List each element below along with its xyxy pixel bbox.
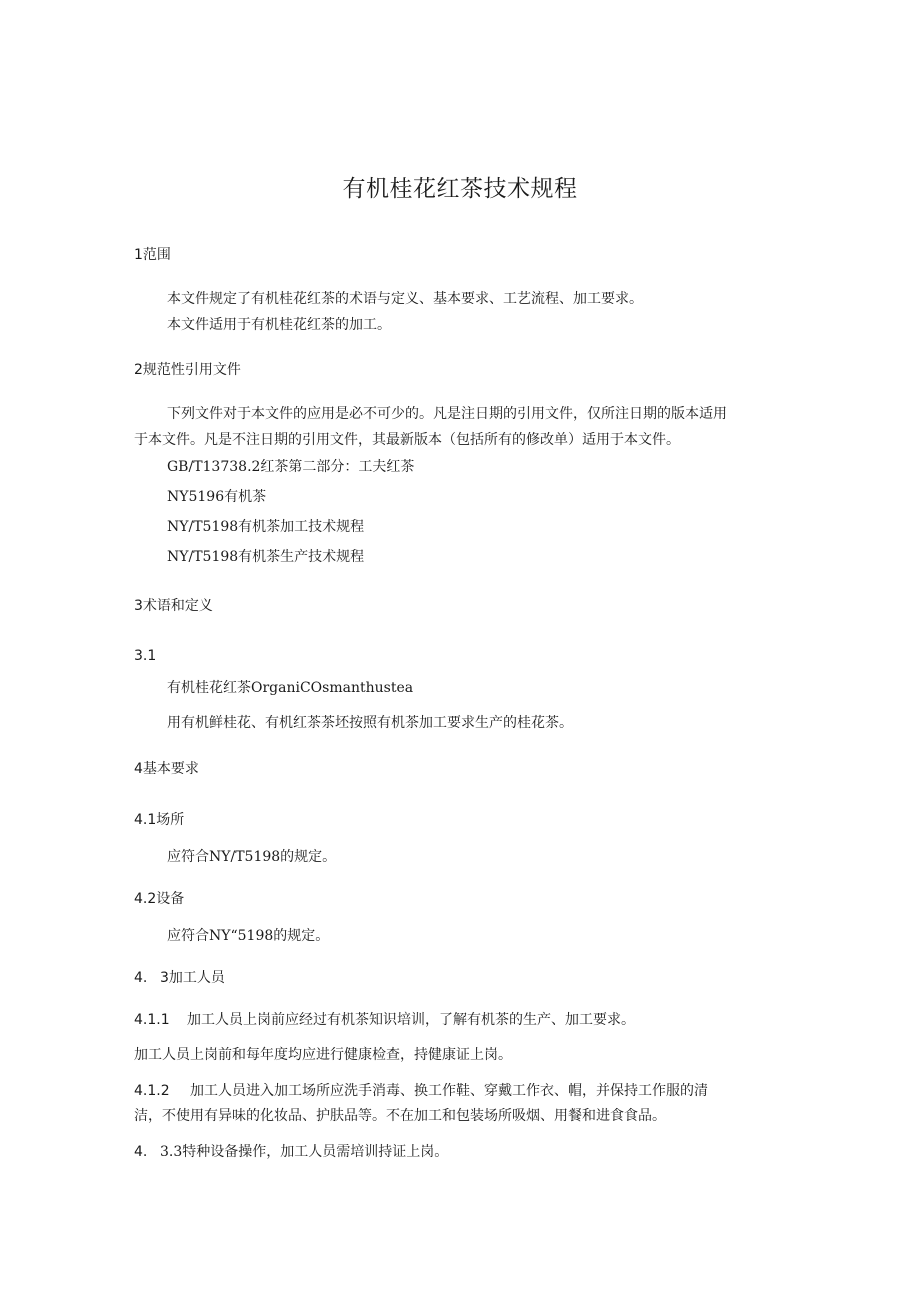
section-3-heading: 3术语和定义: [134, 598, 213, 614]
document-title: 有机桂花红茶技术规程: [342, 176, 578, 202]
reference-item: NY/T5198有机茶加工技术规程: [167, 519, 365, 535]
reference-item: NY/T5198有机茶生产技术规程: [167, 549, 365, 565]
clause-4-1-2-line-2: 洁，不使用有异味的化妆品、护肤品等。不在加工和包装场所吸烟、用餐和进食食品。: [134, 1108, 666, 1124]
section-4-heading: 4基本要求: [134, 761, 199, 777]
clause-4-3-heading: 3加工人员: [160, 970, 225, 986]
clause-4-3-3-number: 4.: [134, 1144, 148, 1160]
clause-4-2-text: 应符合NY“5198的规定。: [167, 928, 330, 944]
clause-4-1-heading: 4.1场所: [134, 812, 185, 828]
clause-4-1-1-number: 4.1.1: [134, 1012, 170, 1028]
reference-item: NY5196有机茶: [167, 489, 267, 505]
clause-4-1-text: 应符合NY/T5198的规定。: [167, 849, 337, 865]
clause-4-1-1-extra: 加工人员上岗前和每年度均应进行健康检查，持健康证上岗。: [134, 1047, 512, 1063]
term-definition: 用有机鲜桂花、有机红茶茶坯按照有机茶加工要求生产的桂花茶。: [167, 715, 573, 731]
clause-4-3-number: 4.: [134, 970, 148, 986]
section-2-intro-line-2: 于本文件。凡是不注日期的引用文件，其最新版本（包括所有的修改单）适用于本文件。: [134, 432, 680, 448]
section-1-paragraph-1: 本文件规定了有机桂花红茶的术语与定义、基本要求、工艺流程、加工要求。: [167, 291, 643, 307]
clause-3-1-number: 3.1: [134, 648, 157, 664]
term-name: 有机桂花红茶OrganiCOsmanthustea: [167, 680, 414, 696]
clause-4-1-1-text: 加工人员上岗前应经过有机茶知识培训，了解有机茶的生产、加工要求。: [187, 1012, 635, 1028]
clause-4-1-2-number: 4.1.2: [134, 1083, 170, 1099]
section-2-heading: 2规范性引用文件: [134, 362, 241, 378]
section-1-paragraph-2: 本文件适用于有机桂花红茶的加工。: [167, 317, 391, 333]
reference-item: GB/T13738.2红茶第二部分：工夫红茶: [167, 459, 415, 475]
clause-4-1-2-line-1: 加工人员进入加工场所应洗手消毒、换工作鞋、穿戴工作衣、帽，并保持工作服的清: [190, 1083, 708, 1099]
section-1-heading: 1范围: [134, 247, 171, 263]
clause-4-2-heading: 4.2设备: [134, 891, 185, 907]
clause-4-3-3-text: 3.3特种设备操作，加工人员需培训持证上岗。: [160, 1144, 449, 1160]
section-2-intro-line-1: 下列文件对于本文件的应用是必不可少的。凡是注日期的引用文件，仅所注日期的版本适用: [167, 406, 727, 422]
